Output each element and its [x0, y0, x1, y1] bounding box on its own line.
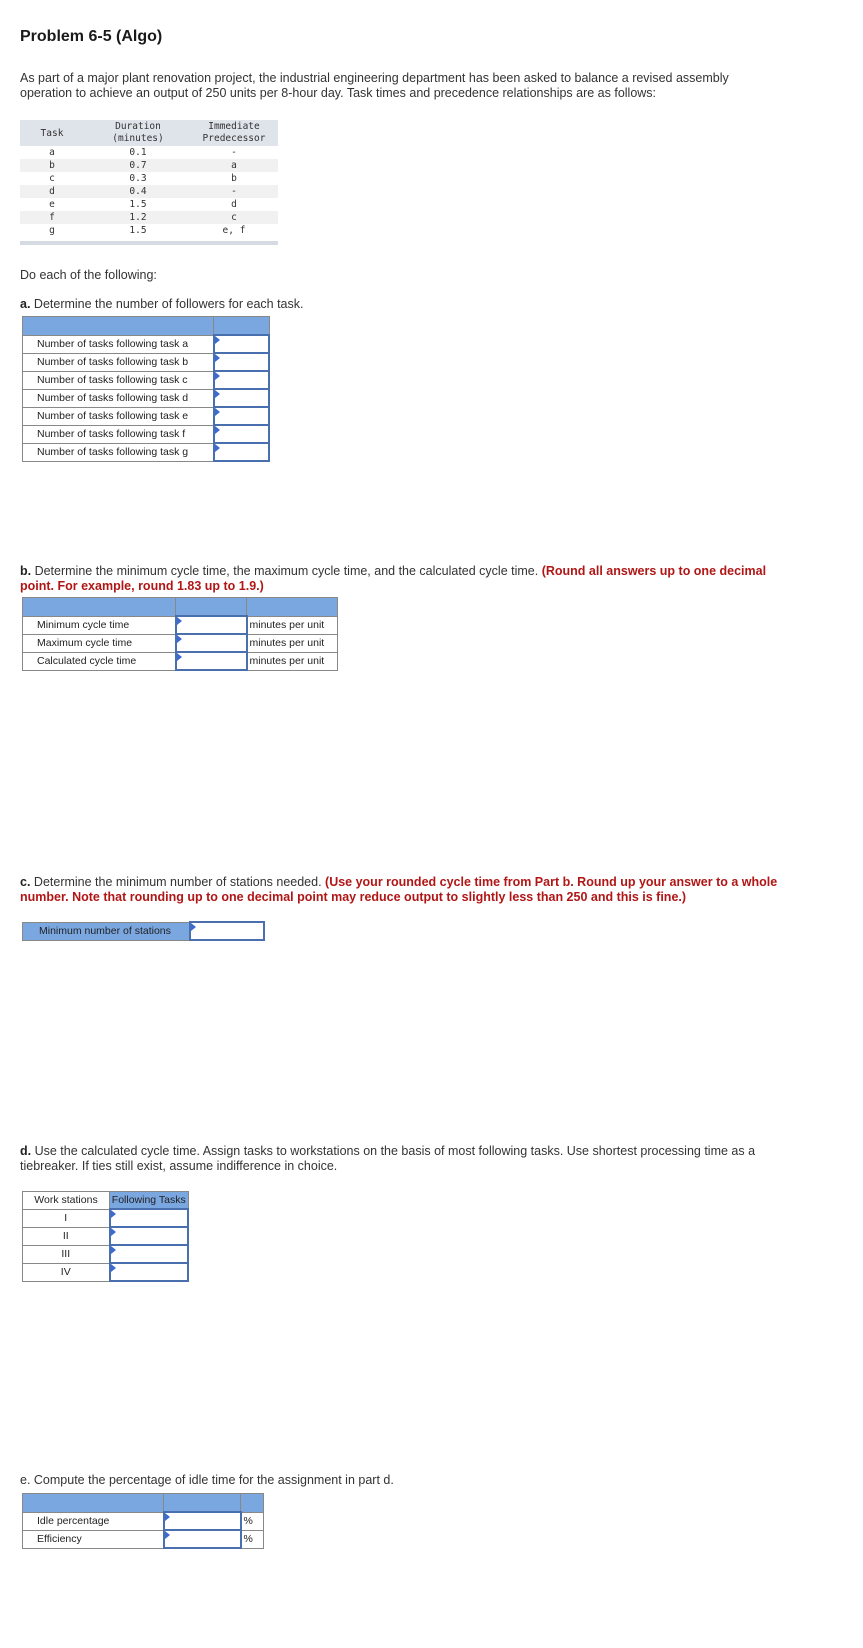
input-marker-icon [177, 653, 182, 661]
predecessor-cell: a [231, 160, 237, 171]
station-label: I [23, 1209, 110, 1227]
table-row [23, 1530, 264, 1548]
cycle-time-label: Calculated cycle time [23, 652, 176, 670]
header-cell [23, 598, 176, 617]
followers-label: Number of tasks following task a [23, 335, 214, 353]
table-row [23, 652, 338, 670]
task-cell: b [49, 160, 55, 171]
part-d-text-1: Use the calculated cycle time. Assign tasks to workstations on the basis of most following tasks. Use shortest processing time as a [31, 1144, 756, 1158]
header-cell [241, 1494, 264, 1513]
part-a-prefix: a. [20, 297, 31, 311]
part-a-text: Determine the number of followers for each task. [30, 297, 304, 311]
predecessor-cell: c [231, 212, 237, 223]
input-marker-icon [177, 617, 182, 625]
part-c-prompt [20, 875, 777, 905]
following-tasks-input[interactable] [110, 1263, 189, 1281]
input-marker-icon [111, 1210, 116, 1218]
task-row [20, 211, 278, 224]
following-tasks-input-field[interactable] [111, 1210, 188, 1226]
followers-input-field[interactable] [215, 390, 269, 406]
cycle-time-table [22, 597, 338, 671]
table-row [23, 389, 270, 407]
followers-input[interactable] [214, 443, 270, 461]
followers-label: Number of tasks following task g [23, 443, 214, 461]
input-marker-icon [215, 426, 220, 434]
task-row [20, 224, 278, 237]
cycle-time-table-header [23, 598, 338, 617]
workstations-table [22, 1191, 189, 1282]
header-pred-line1: Immediate [208, 121, 260, 132]
percent-label: % [241, 1512, 264, 1530]
cycle-time-input[interactable] [176, 634, 247, 652]
task-row [20, 185, 278, 198]
task-cell: a [49, 147, 55, 158]
input-marker-icon [111, 1228, 116, 1236]
stations-table [22, 921, 265, 941]
task-cell: d [49, 186, 55, 197]
task-row [20, 172, 278, 185]
table-row [23, 1245, 189, 1263]
followers-input[interactable] [214, 335, 270, 353]
input-marker-icon [165, 1531, 170, 1539]
duration-cell: 1.5 [129, 199, 147, 210]
min-stations-input[interactable] [190, 922, 264, 940]
unit-label: minutes per unit [247, 652, 338, 670]
min-stations-label: Minimum number of stations [23, 922, 191, 940]
input-marker-icon [215, 408, 220, 416]
workstations-column-header: Work stations [23, 1192, 110, 1210]
predecessor-cell: - [231, 186, 237, 197]
part-b-note-2: point. For example, round 1.83 up to 1.9.) [20, 579, 264, 593]
header-predecessor [190, 121, 278, 145]
followers-label: Number of tasks following task c [23, 371, 214, 389]
task-table-header [20, 120, 278, 146]
part-b-prompt [20, 564, 766, 594]
idle-input[interactable] [164, 1530, 241, 1548]
predecessor-cell: d [231, 199, 237, 210]
followers-input-field[interactable] [215, 372, 269, 388]
followers-label: Number of tasks following task f [23, 425, 214, 443]
table-row [23, 1263, 189, 1281]
task-table-footer [20, 241, 278, 245]
table-row [23, 371, 270, 389]
unit-label: minutes per unit [247, 634, 338, 652]
duration-cell: 0.4 [129, 186, 147, 197]
followers-input[interactable] [214, 425, 270, 443]
task-table [20, 120, 278, 245]
followers-input-field[interactable] [215, 408, 269, 424]
input-marker-icon [215, 372, 220, 380]
part-c-prefix: c. [20, 875, 31, 889]
idle-label: Idle percentage [23, 1512, 164, 1530]
part-b-text: Determine the minimum cycle time, the maximum cycle time, and the calculated cycle time. [31, 564, 542, 578]
table-row [23, 1209, 189, 1227]
task-cell: f [49, 212, 55, 223]
header-duration-line1: Duration [115, 121, 161, 132]
input-marker-icon [165, 1513, 170, 1521]
table-row [23, 353, 270, 371]
part-c-note-1: (Use your rounded cycle time from Part b. Round up your answer to a whole [325, 875, 778, 889]
part-a-prompt [20, 297, 303, 312]
cycle-time-label: Maximum cycle time [23, 634, 176, 652]
input-marker-icon [111, 1264, 116, 1272]
following-tasks-column-header: Following Tasks [110, 1192, 189, 1210]
following-tasks-input-field[interactable] [111, 1264, 188, 1280]
followers-input[interactable] [214, 371, 270, 389]
followers-input-field[interactable] [215, 354, 269, 370]
following-tasks-input[interactable] [110, 1245, 189, 1263]
intro-line-1: As part of a major plant renovation project, the industrial engineering department has been asked to balance a revised assembly [20, 71, 729, 85]
input-marker-icon [111, 1246, 116, 1254]
station-label: III [23, 1245, 110, 1263]
cycle-time-input-field[interactable] [177, 617, 246, 633]
followers-label: Number of tasks following task e [23, 407, 214, 425]
followers-input-field[interactable] [215, 426, 269, 442]
cycle-time-label: Minimum cycle time [23, 616, 176, 634]
following-tasks-input[interactable] [110, 1209, 189, 1227]
table-row [23, 634, 338, 652]
followers-input[interactable] [214, 353, 270, 371]
table-row [23, 443, 270, 461]
cycle-time-input[interactable] [176, 652, 247, 670]
idle-input-field[interactable] [165, 1513, 240, 1529]
followers-input-field[interactable] [215, 336, 269, 352]
duration-cell: 1.5 [129, 225, 147, 236]
cycle-time-input-field[interactable] [177, 653, 246, 669]
following-tasks-input-field[interactable] [111, 1228, 188, 1244]
intro-line-2: operation to achieve an output of 250 units per 8-hour day. Task times and precedence relationships are as follows: [20, 86, 657, 100]
predecessor-cell: b [231, 173, 237, 184]
part-d-prefix: d. [20, 1144, 32, 1158]
followers-table-header [23, 317, 270, 336]
idle-table [22, 1493, 264, 1549]
station-label: II [23, 1227, 110, 1245]
part-c-text: Determine the minimum number of stations needed. [30, 875, 326, 889]
cycle-time-input-field[interactable] [177, 635, 246, 651]
unit-label: minutes per unit [247, 616, 338, 634]
table-row [23, 1512, 264, 1530]
task-row [20, 146, 278, 159]
header-cell [23, 1494, 164, 1513]
input-marker-icon [215, 354, 220, 362]
header-cell [214, 317, 270, 336]
input-marker-icon [215, 444, 220, 452]
header-cell [23, 317, 214, 336]
duration-cell: 0.7 [129, 160, 147, 171]
percent-label: % [241, 1530, 264, 1548]
table-row [23, 407, 270, 425]
followers-label: Number of tasks following task d [23, 389, 214, 407]
table-row [23, 425, 270, 443]
duration-cell: 0.1 [129, 147, 147, 158]
part-c-note-2: number. Note that rounding up to one decimal point may reduce output to slightly less than 250 and this is fine.) [20, 890, 687, 904]
idle-input-field[interactable] [165, 1531, 240, 1547]
table-row [23, 616, 338, 634]
header-cell [164, 1494, 241, 1513]
input-marker-icon [177, 635, 182, 643]
task-row [20, 159, 278, 172]
task-row [20, 198, 278, 211]
following-tasks-input[interactable] [110, 1227, 189, 1245]
header-cell [176, 598, 247, 617]
idle-input[interactable] [164, 1512, 241, 1530]
duration-cell: 0.3 [129, 173, 147, 184]
task-cell: c [49, 173, 55, 184]
input-marker-icon [215, 390, 220, 398]
followers-input-field[interactable] [215, 444, 269, 460]
input-marker-icon [191, 923, 196, 931]
followers-table [22, 316, 270, 462]
predecessor-cell: e, f [222, 225, 246, 236]
header-cell [247, 598, 338, 617]
min-stations-field[interactable] [191, 923, 263, 939]
followers-input[interactable] [214, 389, 270, 407]
part-b-note-1: (Round all answers up to one decimal [541, 564, 767, 578]
predecessor-cell: - [231, 147, 237, 158]
duration-cell: 1.2 [129, 212, 147, 223]
part-d-text-2: tiebreaker. If ties still exist, assume indifference in choice. [20, 1159, 338, 1173]
header-pred-line2: Predecessor [202, 133, 266, 144]
header-duration [88, 121, 188, 145]
task-cell: e [49, 199, 55, 210]
header-task: Task [40, 128, 64, 139]
input-marker-icon [215, 336, 220, 344]
part-d-prompt [20, 1144, 755, 1174]
part-b-prefix: b. [20, 564, 32, 578]
idle-label: Efficiency [23, 1530, 164, 1548]
followers-label: Number of tasks following task b [23, 353, 214, 371]
idle-table-header [23, 1494, 264, 1513]
header-duration-line2: (minutes) [112, 133, 164, 144]
table-row [23, 335, 270, 353]
followers-input[interactable] [214, 407, 270, 425]
intro-text [20, 71, 729, 101]
page-title: Problem 6-5 (Algo) [20, 28, 163, 45]
table-row [23, 1227, 189, 1245]
following-tasks-input-field[interactable] [111, 1246, 188, 1262]
part-e-prompt: e. Compute the percentage of idle time for the assignment in part d. [20, 1473, 394, 1487]
station-label: IV [23, 1263, 110, 1281]
cycle-time-input[interactable] [176, 616, 247, 634]
do-each-text: Do each of the following: [20, 268, 157, 282]
task-cell: g [49, 225, 55, 236]
